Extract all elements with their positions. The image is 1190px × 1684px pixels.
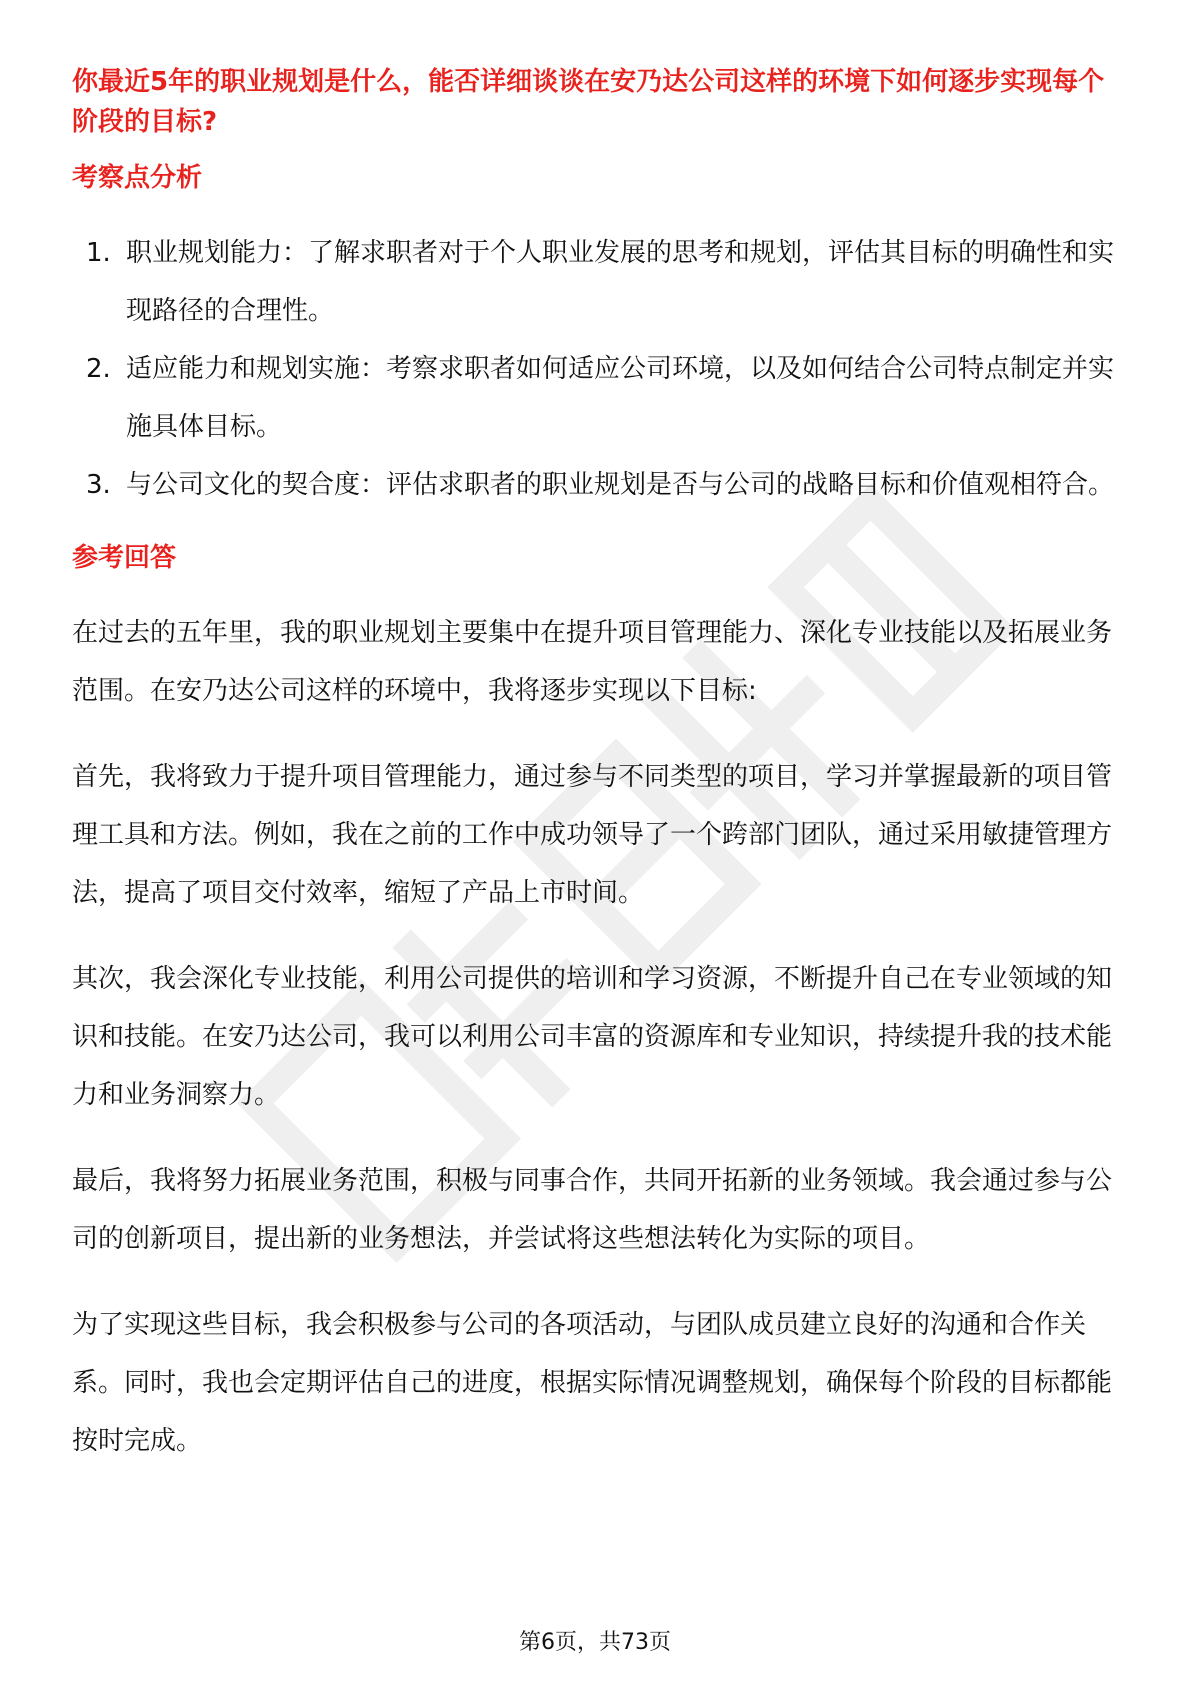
answer-paragraph: 为了实现这些目标，我会积极参与公司的各项活动，与团队成员建立良好的沟通和合作关系。同时，我也会定期评估自己的进度，根据实际情况调整规划，确保每个阶段的目标都能按时完成。 xyxy=(72,1310,1113,1456)
answer-section-title: 参考回答 xyxy=(72,543,177,573)
point-text: 职业规划能力：了解求职者对于个人职业发展的思考和规划，评估其目标的明确性和实现路径的合理性。 xyxy=(126,238,1115,326)
answer-paragraph: 其次，我会深化专业技能，利用公司提供的培训和学习资源，不断提升自己在专业领域的知识和技能。在安乃达公司，我可以利用公司丰富的资源库和专业知识，持续提升我的技术能力和业务洞察力。 xyxy=(72,964,1113,1110)
question-heading: 你最近5年的职业规划是什么，能否详细谈谈在安乃达公司这样的环境下如何逐步实现每个阶段的目标? xyxy=(72,67,1105,137)
content-area xyxy=(72,62,1118,1470)
answer-paragraph: 首先，我将致力于提升项目管理能力，通过参与不同类型的项目，学习并掌握最新的项目管理工具和方法。例如，我在之前的工作中成功领导了一个跨部门团队，通过采用敏捷管理方法，提高了项目交付效率，缩短了产品上市时间。 xyxy=(72,762,1113,908)
point-text: 与公司文化的契合度：评估求职者的职业规划是否与公司的战略目标和价值观相符合。 xyxy=(126,470,1115,500)
point-text: 适应能力和规划实施：考察求职者如何适应公司环境，以及如何结合公司特点制定并实施具体目标。 xyxy=(126,354,1115,442)
answer-paragraph: 最后，我将努力拓展业务范围，积极与同事合作，共同开拓新的业务领域。我会通过参与公司的创新项目，提出新的业务想法，并尝试将这些想法转化为实际的项目。 xyxy=(72,1166,1113,1254)
point-number: 1. xyxy=(86,238,111,268)
page-number-footer: 第6页，共73页 xyxy=(519,1630,671,1655)
point-number: 2. xyxy=(86,354,111,384)
analysis-point-item xyxy=(72,224,1118,340)
analysis-point-list xyxy=(72,224,1118,514)
analysis-section-title: 考察点分析 xyxy=(72,163,203,193)
point-number: 3. xyxy=(86,470,111,500)
answer-paragraph: 在过去的五年里，我的职业规划主要集中在提升项目管理能力、深化专业技能以及拓展业务范围。在安乃达公司这样的环境中，我将逐步实现以下目标: xyxy=(72,618,1113,706)
analysis-point-item xyxy=(72,340,1118,456)
analysis-point-item xyxy=(72,456,1118,514)
